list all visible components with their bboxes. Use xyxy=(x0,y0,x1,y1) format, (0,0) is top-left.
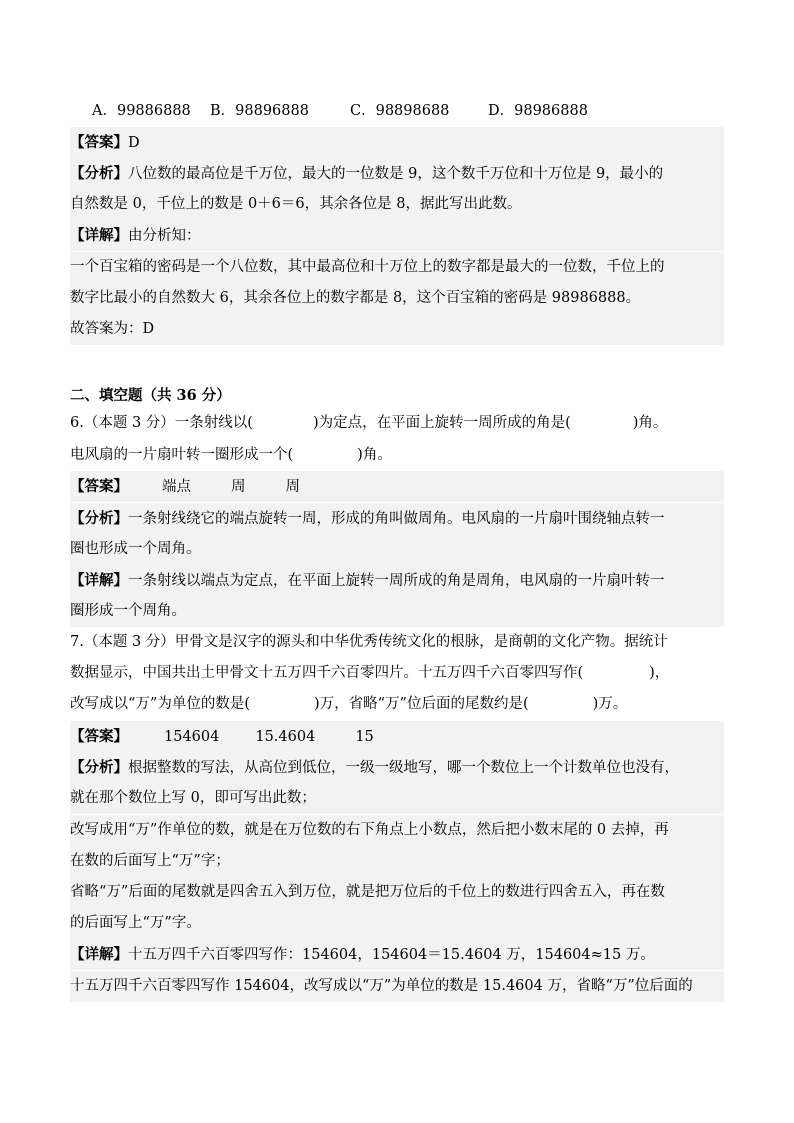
q5-option-a: A．99886888 xyxy=(92,103,191,119)
q5-option-c: C．98898688 xyxy=(350,103,450,119)
answer-tag: 【答案】 xyxy=(70,478,128,495)
analysis-tag: 【分析】 xyxy=(70,759,128,776)
q7-text-d: )万，省略“万”位后面的尾数约是( xyxy=(313,696,529,712)
q5-answer xyxy=(70,127,724,158)
q7-question-line-3 xyxy=(70,689,724,720)
q6-detail-line-2: 圈形成一个周角。 xyxy=(70,596,724,627)
q7-text-c: 改写成以“万”为单位的数是( xyxy=(70,696,250,712)
q5-detail-line-1: 一个百宝箱的密码是一个八位数，其中最高位和十万位上的数字都是最大的一位数，千位上的 xyxy=(70,252,724,283)
q5-option-b: B．98896888 xyxy=(210,103,309,119)
q5-analysis-line-1 xyxy=(70,158,724,189)
q6-question-line-1 xyxy=(70,408,724,439)
analysis-text: 八位数的最高位是千万位，最大的一位数是 9，这个数千万位和十万位是 9，最小的 xyxy=(128,166,664,182)
q7-answer-2: 15.4604 xyxy=(255,729,316,745)
q5-analysis-line-2: 自然数是 0，千位上的数是 0＋6＝6，其余各位是 8，据此写出此数。 xyxy=(70,189,724,220)
detail-tag: 【详解】 xyxy=(70,946,128,963)
q6-analysis-line-1 xyxy=(70,503,724,534)
q7-detail-line-2: 十五万四千六百零四写作 154604，改写成以“万”为单位的数是 15.4604 万，省略“万”位后面的 xyxy=(70,971,724,1002)
q7-detail-line-1 xyxy=(70,939,724,970)
q7-analysis-line-6: 的后面写上“万”字。 xyxy=(70,908,724,939)
analysis-text: 根据整数的写法，从高位到低位，一级一级地写，哪一个数位上一个计数单位也没有， xyxy=(128,760,679,776)
analysis-text: 一条射线绕它的端点旋转一周，形成的角叫做周角。电风扇的一片扇叶围绕轴点转一 xyxy=(128,511,665,527)
q5-detail-line-2: 数字比最小的自然数大 6，其余各位上的数字都是 8，这个百宝箱的密码是 98986888。 xyxy=(70,283,724,314)
detail-text: 由分析知： xyxy=(128,228,201,244)
answer-tag: 【答案】 xyxy=(70,134,128,151)
q6-text-b: )为定点，在平面上旋转一周所成的角是( xyxy=(312,415,571,431)
analysis-tag: 【分析】 xyxy=(70,165,128,182)
detail-text: 一条射线以端点为定点，在平面上旋转一周所成的角是周角，电风扇的一片扇叶转一 xyxy=(128,573,665,589)
q7-question-line-2 xyxy=(70,658,724,689)
q7-analysis-line-4: 在数的后面写上“万”字； xyxy=(70,846,724,877)
q6-question-line-2 xyxy=(70,440,724,471)
q6-text-e: )角。 xyxy=(357,447,392,463)
q6-text-a: 6.（本题 3 分）一条射线以( xyxy=(70,415,253,431)
q5-detail-line-0 xyxy=(70,220,724,251)
q5-option-d: D．98986888 xyxy=(488,103,588,119)
section-title: 二、填空题（共 36 分） xyxy=(70,387,231,404)
q6-text-c: )角。 xyxy=(632,415,668,431)
q6-answer-3: 周 xyxy=(285,479,300,495)
q7-analysis-line-1 xyxy=(70,752,724,783)
q7-answer-1: 154604 xyxy=(164,729,220,745)
q6-detail-line-1 xyxy=(70,565,724,596)
detail-tag: 【详解】 xyxy=(70,227,128,244)
q7-text-a: 数据显示，中国共出土甲骨文十五万四千六百零四片。十五万四千六百零四写作( xyxy=(70,665,584,681)
detail-text: 十五万四千六百零四写作：154604，154604＝15.4604 万，154604≈15 万。 xyxy=(128,947,655,963)
q7-analysis-line-2: 就在那个数位上写 0，即可写出此数； xyxy=(70,783,724,814)
q7-analysis-line-3: 改写成用“万”作单位的数，就是在万位数的右下角点上小数点，然后把小数末尾的 0 去掉，再 xyxy=(70,815,724,846)
q7-question-line-1: 7.（本题 3 分）甲骨文是汉字的源头和中华优秀传统文化的根脉，是商朝的文化产物。据统计 xyxy=(70,634,668,650)
q6-answer-1: 端点 xyxy=(162,479,191,495)
q6-answer xyxy=(70,471,724,502)
q7-text-e: )万。 xyxy=(592,696,628,712)
q7-answer-3: 15 xyxy=(355,729,374,745)
analysis-tag: 【分析】 xyxy=(70,510,128,527)
q6-answer-2: 周 xyxy=(231,479,246,495)
answer-tag: 【答案】 xyxy=(70,728,128,745)
q7-answer xyxy=(70,721,724,752)
q6-analysis-line-2: 圈也形成一个周角。 xyxy=(70,534,724,565)
q5-conclusion: 故答案为：D xyxy=(70,314,724,345)
answer-value: D xyxy=(128,135,140,151)
q7-analysis-line-5: 省略“万”后面的尾数就是四舍五入到万位，就是把万位后的千位上的数进行四舍五入，再在数 xyxy=(70,877,724,908)
detail-tag: 【详解】 xyxy=(70,572,128,589)
q6-text-d: 电风扇的一片扇叶转一圈形成一个( xyxy=(70,447,294,463)
q7-text-b: )， xyxy=(649,665,670,681)
